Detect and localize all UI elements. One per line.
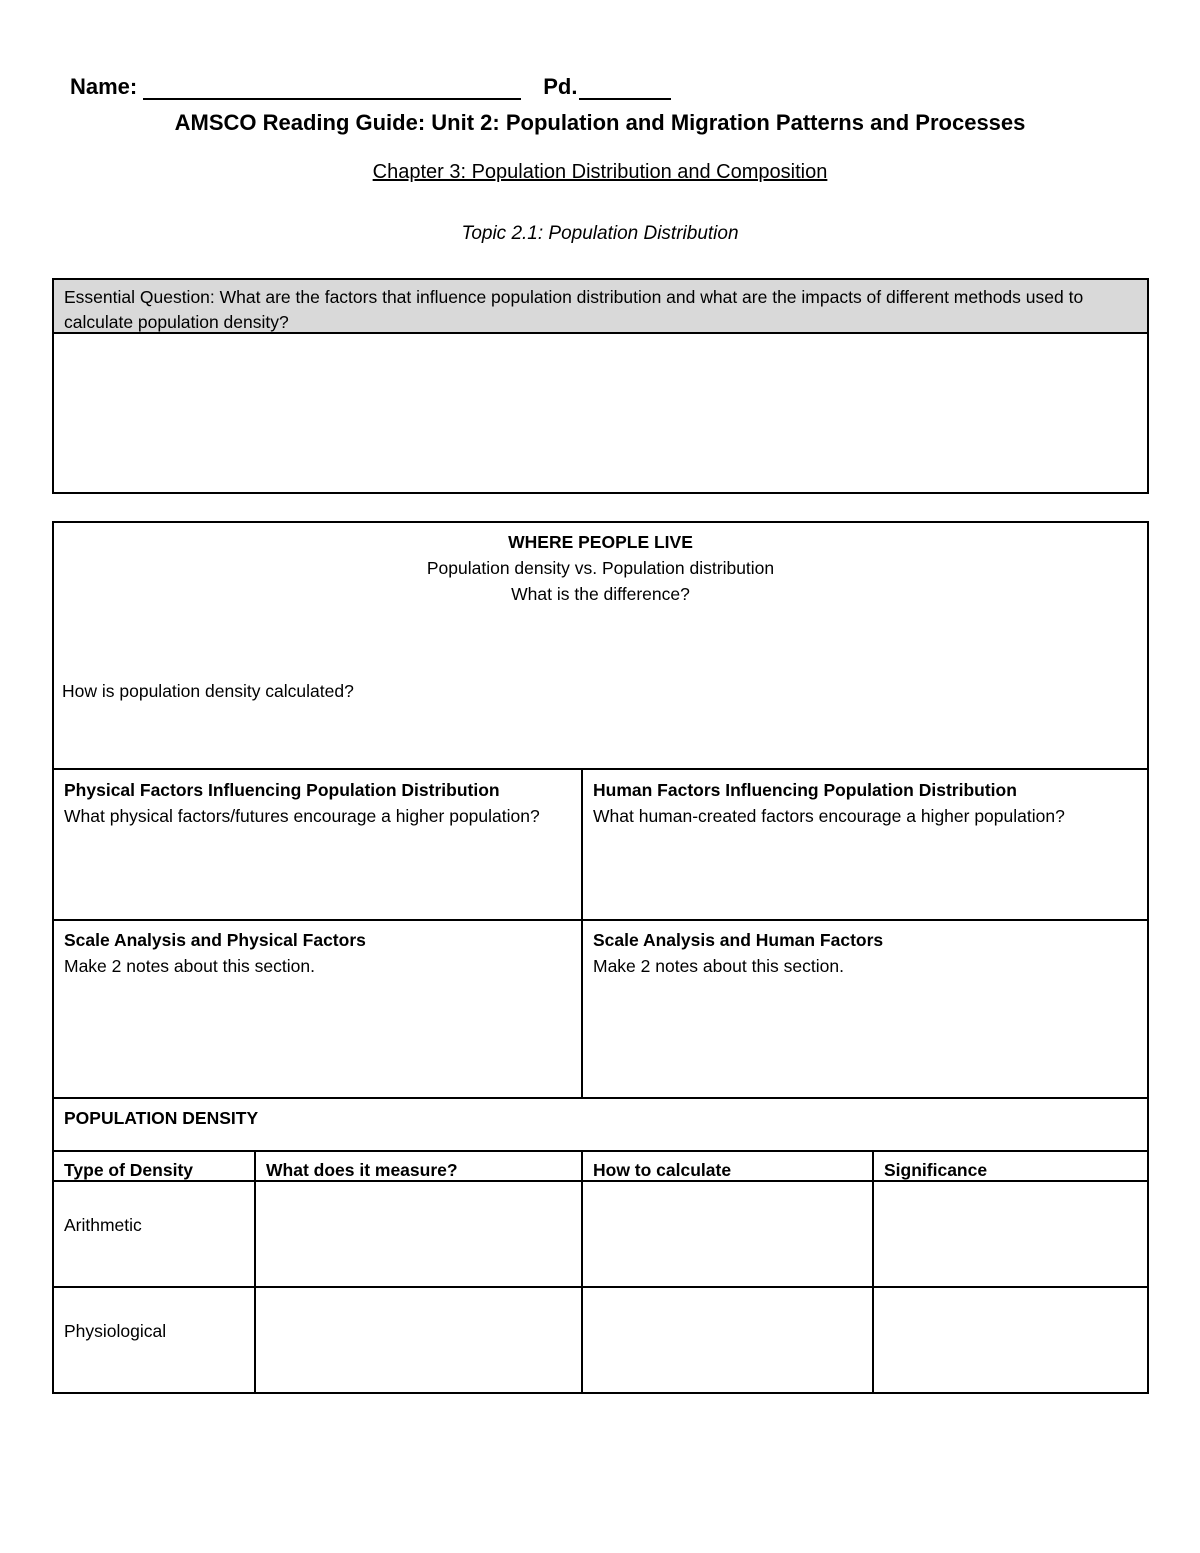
difference-question: What is the difference?: [511, 584, 690, 604]
scale-physical-prompt: Make 2 notes about this section.: [64, 956, 315, 976]
divider: [52, 919, 1149, 921]
scale-human-heading: Scale Analysis and Human Factors: [593, 930, 884, 950]
period-field[interactable]: [579, 78, 671, 100]
name-label: Name:: [70, 74, 138, 99]
column-header-significance: Significance: [884, 1160, 988, 1180]
divider: [52, 1097, 1149, 1099]
table-border-bottom: [52, 1392, 1149, 1394]
name-field[interactable]: [143, 78, 521, 100]
physical-factors-cell[interactable]: [54, 773, 581, 833]
table-border-right: [1147, 521, 1149, 1394]
where-people-live-heading: WHERE PEOPLE LIVE: [508, 532, 693, 552]
column-header-measure: What does it measure?: [266, 1160, 458, 1180]
arithmetic-calculate-answer[interactable]: [583, 1182, 872, 1286]
notes-table: [52, 521, 1149, 1394]
human-factors-cell[interactable]: [583, 773, 1147, 833]
essential-question-answer-area[interactable]: [54, 334, 1147, 488]
physical-factors-heading: Physical Factors Influencing Population Distribution: [64, 780, 500, 800]
page-title: AMSCO Reading Guide: Unit 2: Population and Migration Patterns and Processes: [174, 110, 1026, 135]
table-border-top: [52, 521, 1149, 523]
physical-factors-prompt: What physical factors/futures encourage a higher population?: [64, 806, 540, 826]
physiological-calculate-answer[interactable]: [583, 1288, 872, 1392]
period-label: Pd.: [543, 74, 578, 99]
divider: [52, 768, 1149, 770]
human-factors-prompt: What human-created factors encourage a higher population?: [593, 806, 1065, 826]
topic-heading: Topic 2.1: Population Distribution: [461, 223, 739, 244]
scale-physical-cell[interactable]: [54, 923, 581, 983]
physiological-measure-answer[interactable]: [256, 1288, 581, 1392]
chapter-heading: Chapter 3: Population Distribution and Composition: [372, 161, 828, 183]
scale-human-cell[interactable]: [583, 923, 1147, 983]
column-header-type: Type of Density: [64, 1160, 194, 1180]
population-density-heading: POPULATION DENSITY: [64, 1108, 259, 1128]
column-header-calculate: How to calculate: [593, 1160, 732, 1180]
essential-question-text: What are the factors that influence population distribution and what are the impacts of different methods used to calculate population density?: [64, 287, 1084, 332]
density-type-physiological: Physiological: [64, 1321, 167, 1341]
scale-physical-heading: Scale Analysis and Physical Factors: [64, 930, 366, 950]
human-factors-heading: Human Factors Influencing Population Distribution: [593, 780, 1017, 800]
density-type-arithmetic: Arithmetic: [64, 1215, 142, 1235]
density-calculation-prompt: How is population density calculated?: [62, 681, 354, 701]
essential-question-label: Essential Question:: [64, 287, 215, 307]
name-period-line: [70, 74, 671, 100]
physiological-significance-answer[interactable]: [874, 1288, 1147, 1392]
arithmetic-measure-answer[interactable]: [256, 1182, 581, 1286]
divider: [52, 1150, 1149, 1152]
essential-question-header: [54, 280, 1147, 334]
arithmetic-significance-answer[interactable]: [874, 1182, 1147, 1286]
where-people-live-section: [52, 525, 1149, 611]
scale-human-prompt: Make 2 notes about this section.: [593, 956, 844, 976]
density-vs-distribution-line: Population density vs. Population distribution: [426, 558, 775, 578]
essential-question-box: [52, 278, 1149, 494]
